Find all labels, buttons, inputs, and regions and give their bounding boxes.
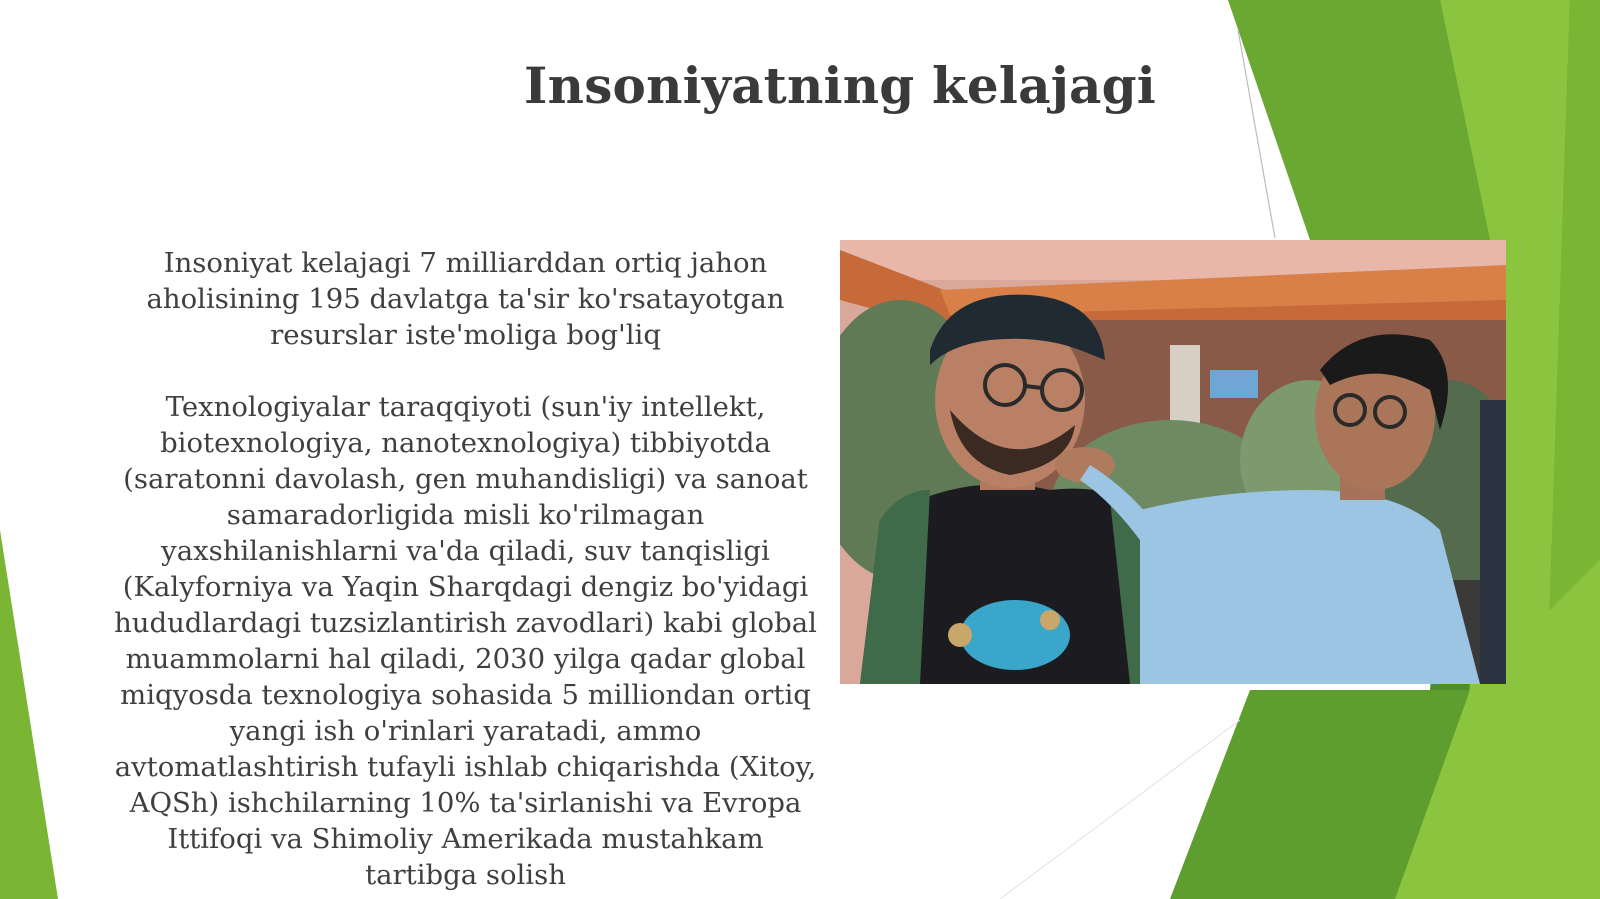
slide-body xyxy=(108,245,823,899)
slide-title: Insoniyatning kelajagi xyxy=(524,56,1156,115)
photo-illustration xyxy=(840,240,1506,684)
deco-left-green xyxy=(0,530,58,899)
slide-photo xyxy=(840,240,1506,684)
body-paragraph: Texnologiyalar taraqqiyoti (sun'iy intellekt, biotexnologiya, nanotexnologiya) tibbiyotda (saratonni davolash, gen muhandisligi) va sanoat samaradorligida misli ko'rilmagan yaxshilanishlarni va'da qiladi, suv tanqisligi (Kalyforniya va Yaqin Sharqdagi dengiz bo'yidagi hududlardagi tuzsizlantirish zavodlari) kabi global muammolarni hal qiladi, 2030 yilga qadar global miqyosda texnologiya sohasida 5 milliondan ortiq yangi ish o'rinlari yaratadi, ammo avtomatlashtirish tufayli ishlab chiqarishda (Xitoy, AQSh) ishchilarning 10% ta'sirlanishi va Evropa Ittifoqi va Shimoliy Amerikada mustahkam tartibga solish xyxy=(114,391,817,891)
body-paragraph: Insoniyat kelajagi 7 milliarddan ortiq jahon aholisining 195 davlatga ta'sir ko'rsatayotgan resurslar iste'moliga bog'liq xyxy=(146,247,785,351)
